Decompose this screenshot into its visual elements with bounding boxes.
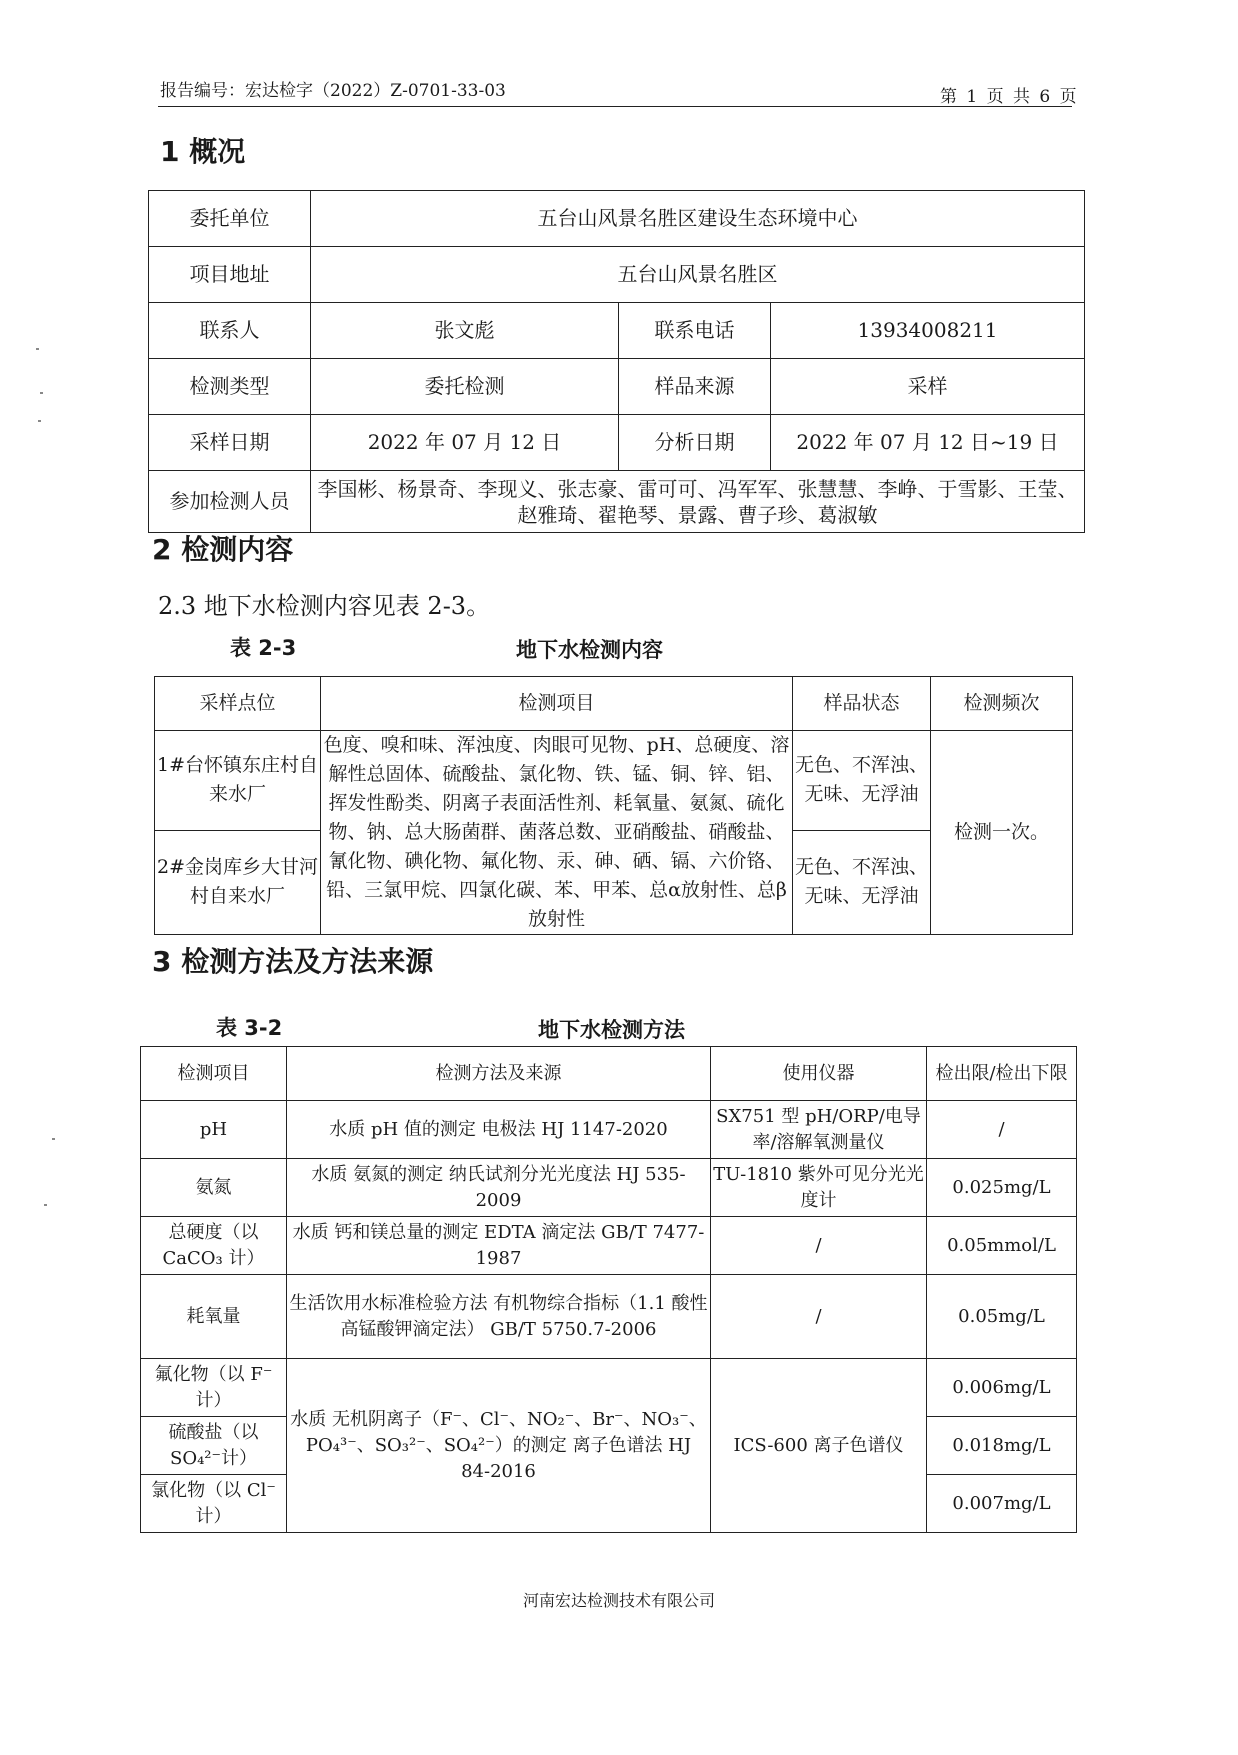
table-row: [149, 359, 1085, 415]
scan-mark: [40, 392, 43, 394]
overview-table: [148, 190, 1085, 533]
section-2-intro: 2.3 地下水检测内容见表 2-3。: [158, 592, 491, 620]
client-label: 委托单位: [149, 191, 311, 247]
method-ph: 水质 pH 值的测定 电极法 HJ 1147-2020: [287, 1101, 711, 1159]
limit-oxygen-consumption: 0.05mg/L: [927, 1275, 1077, 1359]
table-row: [141, 1159, 1077, 1217]
test-method-table: [140, 1046, 1077, 1533]
limit-ammonia: 0.025mg/L: [927, 1159, 1077, 1217]
table-row: [149, 471, 1085, 533]
scan-mark: [52, 1138, 55, 1140]
item-ammonia: 氨氮: [141, 1159, 287, 1217]
table-row: [141, 1275, 1077, 1359]
header-site: 采样点位: [155, 677, 321, 731]
table-row: [149, 415, 1085, 471]
method-hardness: 水质 钙和镁总量的测定 EDTA 滴定法 GB/T 7477-1987: [287, 1217, 711, 1275]
table-2-3-number: 表 2-3: [230, 636, 297, 660]
section-1-title: 1 概况: [160, 135, 246, 168]
scan-mark: [44, 1204, 47, 1206]
company-footer: 河南宏达检测技术有限公司: [522, 1591, 715, 1610]
method-anions: 水质 无机阴离子（F⁻、Cl⁻、NO₂⁻、Br⁻、NO₃⁻、PO₄³⁻、SO₃²⁻、SO₄²⁻）的测定 离子色谱法 HJ 84-2016: [287, 1359, 711, 1533]
section-3-title: 3 检测方法及方法来源: [152, 945, 434, 978]
instrument-hardness: /: [711, 1217, 927, 1275]
header-limit: 检出限/检出下限: [927, 1047, 1077, 1101]
item-sulfate: 硫酸盐（以 SO₄²⁻计）: [141, 1417, 287, 1475]
staff-value: 李国彬、杨景奇、李现义、张志豪、雷可可、冯军军、张慧慧、李峥、于雪影、王莹、赵雅琦、翟艳琴、景露、曹子珍、葛淑敏: [311, 471, 1085, 533]
limit-chloride: 0.007mg/L: [927, 1475, 1077, 1533]
page-indicator: 第 1 页 共 6 页: [940, 87, 1079, 107]
limit-fluoride: 0.006mg/L: [927, 1359, 1077, 1417]
item-oxygen-consumption: 耗氧量: [141, 1275, 287, 1359]
table-3-2-number: 表 3-2: [216, 1016, 283, 1040]
table-row: [141, 1359, 1077, 1417]
header-method: 检测方法及来源: [287, 1047, 711, 1101]
source-value: 采样: [771, 359, 1085, 415]
table-row: [149, 191, 1085, 247]
site-1: 1#台怀镇东庄村自来水厂: [155, 731, 321, 831]
staff-label: 参加检测人员: [149, 471, 311, 533]
header-frequency: 检测频次: [931, 677, 1073, 731]
header-rule: [158, 106, 1072, 107]
item-ph: pH: [141, 1101, 287, 1159]
contact-value: 张文彪: [311, 303, 619, 359]
type-value: 委托检测: [311, 359, 619, 415]
section-2-title: 2 检测内容: [152, 533, 294, 566]
test-items: 色度、嗅和味、浑浊度、肉眼可见物、pH、总硬度、溶解性总固体、硫酸盐、氯化物、铁、锰、铜、锌、铝、挥发性酚类、阴离子表面活性剂、耗氧量、氨氮、硫化物、钠、总大肠菌群、菌落总数、亚硝酸盐、硝酸盐、氰化物、碘化物、氟化物、汞、砷、硒、镉、六价铬、铅、三氯甲烷、四氯化碳、苯、甲苯、总α放射性、总β放射性: [321, 731, 793, 935]
limit-ph: /: [927, 1101, 1077, 1159]
site-2: 2#金岗库乡大甘河村自来水厂: [155, 830, 321, 934]
header-item: 检测项目: [141, 1047, 287, 1101]
test-frequency: 检测一次。: [931, 731, 1073, 935]
contact-label: 联系人: [149, 303, 311, 359]
table-row: [141, 1047, 1077, 1101]
report-number: 报告编号：宏达检字（2022）Z-0701-33-03: [160, 81, 506, 101]
table-row: [155, 731, 1073, 831]
limit-sulfate: 0.018mg/L: [927, 1417, 1077, 1475]
address-value: 五台山风景名胜区: [311, 247, 1085, 303]
test-content-table: [154, 676, 1073, 935]
item-hardness: 总硬度（以 CaCO₃ 计）: [141, 1217, 287, 1275]
instrument-ammonia: TU-1810 紫外可见分光光度计: [711, 1159, 927, 1217]
sampling-date-value: 2022 年 07 月 12 日: [311, 415, 619, 471]
table-row: [141, 1101, 1077, 1159]
state-1: 无色、不浑浊、无味、无浮油: [793, 731, 931, 831]
scan-mark: [38, 420, 41, 422]
analysis-date-value: 2022 年 07 月 12 日~19 日: [771, 415, 1085, 471]
phone-label: 联系电话: [619, 303, 771, 359]
item-fluoride: 氟化物（以 F⁻计）: [141, 1359, 287, 1417]
scan-mark: [36, 348, 39, 350]
phone-value: 13934008211: [771, 303, 1085, 359]
table-row: [149, 303, 1085, 359]
limit-hardness: 0.05mmol/L: [927, 1217, 1077, 1275]
instrument-oxygen-consumption: /: [711, 1275, 927, 1359]
table-3-2-title: 地下水检测方法: [538, 1018, 685, 1042]
item-chloride: 氯化物（以 Cl⁻计）: [141, 1475, 287, 1533]
table-row: [141, 1217, 1077, 1275]
client-value: 五台山风景名胜区建设生态环境中心: [311, 191, 1085, 247]
sampling-date-label: 采样日期: [149, 415, 311, 471]
table-row: [155, 677, 1073, 731]
header-state: 样品状态: [793, 677, 931, 731]
source-label: 样品来源: [619, 359, 771, 415]
instrument-ph: SX751 型 pH/ORP/电导率/溶解氧测量仪: [711, 1101, 927, 1159]
state-2: 无色、不浑浊、无味、无浮油: [793, 830, 931, 934]
table-2-3-title: 地下水检测内容: [516, 638, 663, 662]
method-oxygen-consumption: 生活饮用水标准检验方法 有机物综合指标（1.1 酸性高锰酸钾滴定法） GB/T 5750.7-2006: [287, 1275, 711, 1359]
instrument-ion-chromatograph: ICS-600 离子色谱仪: [711, 1359, 927, 1533]
table-row: [149, 247, 1085, 303]
address-label: 项目地址: [149, 247, 311, 303]
analysis-date-label: 分析日期: [619, 415, 771, 471]
header-items: 检测项目: [321, 677, 793, 731]
header-instrument: 使用仪器: [711, 1047, 927, 1101]
type-label: 检测类型: [149, 359, 311, 415]
method-ammonia: 水质 氨氮的测定 纳氏试剂分光光度法 HJ 535-2009: [287, 1159, 711, 1217]
